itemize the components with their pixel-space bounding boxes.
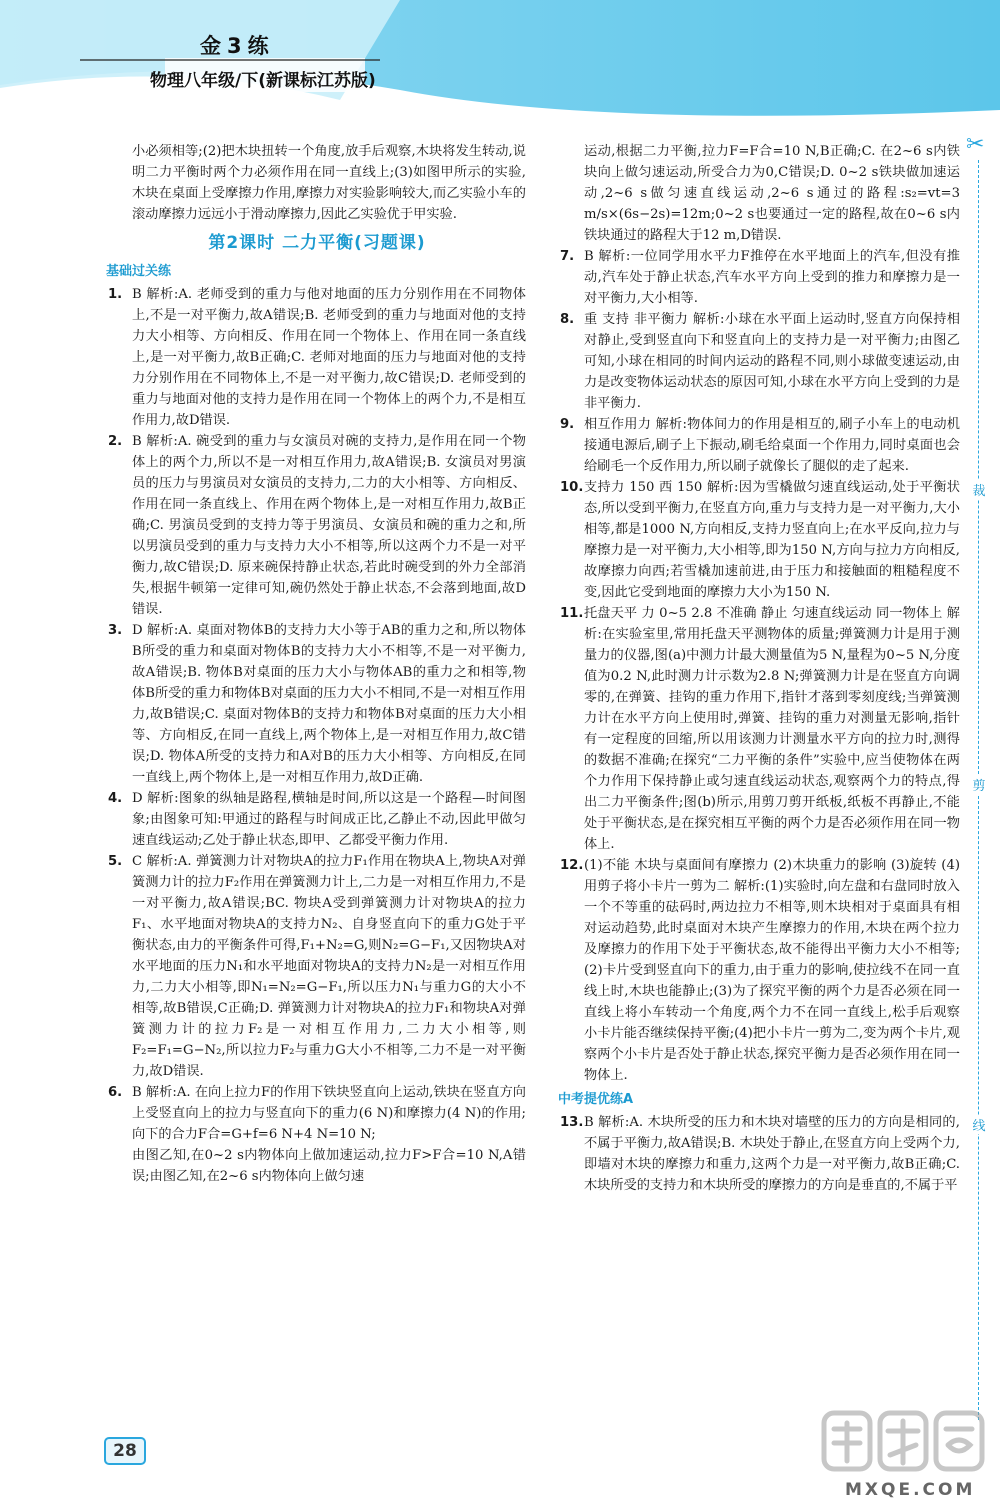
item-text: B 解析:A. 碗受到的重力与女演员对碗的支持力,是作用在同一个物体上的两个力,所以不是一对相互作用力,故A错误;B. 女演员对男演员的压力与男演员对女演员的支持力,二力的大小相等、方向相反、作用在同一条直线上、作用在两个物体上,是一对相互作用力,故B正确;C. 男演员受到的支持力等于男演员、女演员和碗的重力之和,所以男演员受到的重力与支持力大小不相等,所以这两个力不是一对平衡力,故C错误;D. 原来碗保持静止状态,若此时碗受到的外力全部消失,根据牛顿第一定律可知,碗仍然处于静止状态,不会落到地面,故D错误.	[132, 434, 526, 617]
answer-item	[560, 309, 960, 414]
answer-item	[560, 414, 960, 477]
cut-label: 裁	[971, 480, 987, 499]
item-number: 2.	[108, 434, 123, 449]
cut-label: 线	[971, 1115, 987, 1134]
item-text: B 解析:一位同学用水平力F推停在水平地面上的汽车,但没有推动,汽车处于静止状态,汽车水平方向上受到的推力和摩擦力是一对平衡力,大小相等.	[584, 249, 960, 306]
header-banner	[0, 0, 1000, 120]
item-number: 9.	[560, 417, 575, 432]
right-column	[560, 141, 960, 1196]
item-text: B 解析:A. 老师受到的重力与他对地面的压力分别作用在不同物体上,不是一对平衡力,故A错误;B. 老师受到的重力与地面对他的支持力大小相等、方向相反、作用在同一个物体上、作用在同一条直线上,是一对平衡力,故B正确;C. 老师对地面的压力与地面对他的支持力分别作用在不同物体上,不是一对平衡力,故C错误;D. 老师受到的重力与地面对他的支持力是作用在同一个物体上的两个力,不是相互作用力,故D错误.	[132, 287, 526, 428]
item-text: D 解析:A. 桌面对物体B的支持力大小等于AB的重力之和,所以物体B所受的重力和桌面对物体B的支持力大小不相等,不是一对平衡力,故A错误;B. 物体B对桌面的压力大小与物体AB的重力之和相等,物体B所受的重力和物体B对桌面的压力大小不相同,不是一对相互作用力,故B错误;C. 桌面对物体B的支持力和物体B对桌面的压力大小相等、方向相反,在同一直线上,两个物体上,是一对相互作用力,故C错误;D. 物体A所受的支持力和A对B的压力大小相等、方向相反,在同一直线上,两个物体上,是一对相互作用力,故D正确.	[132, 623, 526, 785]
continuation-paragraph: 运动,根据二力平衡,拉力F=F合=10 N,B正确;C. 在2~6 s内铁块向上做匀速运动,所受合力为0,C错误;D. 0~2 s铁块做加速运动,2~6 s做匀速直线运动,2~6 s通过的路程:s₂=vt=3 m/s×(6s−2s)=12m;0~2 s也要通过一定的路程,故在0~6 s内铁块通过的路程大于12 m,D错误.	[584, 144, 960, 243]
item-number: 10.	[560, 480, 584, 495]
item-number: 13.	[560, 1115, 584, 1130]
answer-item	[108, 1082, 526, 1145]
item-text: D 解析:图象的纵轴是路程,横轴是时间,所以这是一个路程—时间图象;由图象可知:甲通过的路程与时间成正比,乙静止不动,因此甲做匀速直线运动;乙处于静止状态,即甲、乙都受平衡力作用.	[132, 791, 526, 848]
item-text: 托盘天平 力 0~5 2.8 不准确 静止 匀速直线运动 同一物体上 解析:在实验室里,常用托盘天平测物体的质量;弹簧测力计是用于测量力的仪器,图(a)中测力计最大测量值为5 N,量程为0~5 N,分度值为0.2 N,此时测力计示数为2.8 N;弹簧测力计是在竖直方向调零的,在弹簧、挂钩的重力作用下,指针才落到零刻度线;当弹簧测力计在水平方向上使用时,弹簧、挂钩的重力对测量无影响,指针有一定程度的回缩,所以用该测力计测量水平方向的拉力时,测得的数据不准确;在探究“二力平衡的条件”实验中,应当使物体在两个力作用下保持静止或匀速直线运动状态,观察两个力的特点,得出二力平衡条件;图(b)所示,用剪刀剪开纸板,纸板不再静止,不能处于平衡状态,是在探究相互平衡的两个力是否必须作用在同一物体上.	[584, 606, 960, 852]
answer-item	[560, 246, 960, 309]
answer-item	[108, 1145, 526, 1187]
item-text: B 解析:A. 在向上拉力F的作用下铁块竖直向上运动,铁块在竖直方向上受竖直向上的拉力与竖直向下的重力(6 N)和摩擦力(4 N)的作用;向下的合力F合=G+f=6 N+4 N=10 N;	[132, 1085, 526, 1142]
answer-item	[560, 855, 960, 1086]
subsection-heading: 中考提优练A	[558, 1092, 634, 1107]
item-number: 4.	[108, 791, 123, 806]
watermark-url: MXQE.COM	[845, 1480, 976, 1500]
section-title: 第2课时 二力平衡(习题课)	[208, 233, 426, 253]
item-number: 6.	[108, 1085, 123, 1100]
answer-item	[108, 851, 526, 1082]
item-text: C 解析:A. 弹簧测力计对物块A的拉力F₁作用在物块A上,物块A对弹簧测力计的拉力F₂作用在弹簧测力计上,二力是一对相互作用力,不是一对平衡力,故A错误;BC. 物块A受到弹簧测力计对物块A的拉力F₁、水平地面对物块A的支持力N₂、自身竖直向下的重力G处于平衡状态,由力的平衡条件可得,F₁+N₂=G,则N₂=G−F₁,又因物块A对水平地面的压力N₁和水平地面对物块A的支持力N₂是一对相互作用力,二力大小相等,即N₁=N₂=G−F₁,所以压力N₁与重力G的大小不相等,故B错误,C正确;D. 弹簧测力计对物块A的拉力F₁和物块A对弹簧测力计的拉力F₂是一对相互作用力,二力大小相等,则F₂=F₁=G−N₂,所以拉力F₂与重力G大小不相等,二力不是一对平衡力,故D错误.	[132, 854, 526, 1079]
item-number: 11.	[560, 606, 584, 621]
book-title: 金3练	[200, 34, 275, 58]
answer-item	[108, 284, 526, 431]
item-number: 12.	[560, 858, 584, 873]
intro-paragraph: 小必须相等;(2)把木块扭转一个角度,放手后观察,木块将发生转动,说明二力平衡时两个力必须作用在同一直线上;(3)如图甲所示的实验,木块在桌面上受摩擦力作用,摩擦力对实验影响较大,而乙实验小车的滚动摩擦力远远小于滑动摩擦力,因此乙实验优于甲实验.	[132, 144, 526, 222]
item-number: 1.	[108, 287, 123, 302]
item-number: 7.	[560, 249, 575, 264]
answer-item	[560, 1112, 960, 1196]
item-number: 5.	[108, 854, 123, 869]
item-text: 重 支持 非平衡力 解析:小球在水平面上运动时,竖直方向保持相对静止,受到竖直向下和竖直向上的支持力是一对平衡力;由图乙可知,小球在相同的时间内运动的路程不同,则小球做变速运动,由力是改变物体运动状态的原因可知,小球在水平方向上受到的力是非平衡力.	[584, 312, 960, 411]
item-text: 支持力 150 西 150 解析:因为雪橇做匀速直线运动,处于平衡状态,所以受到平衡力,在竖直方向,重力与支持力是一对平衡力,大小相等,都是1000 N,方向相反,支持力竖直向上;在水平反向,拉力与摩擦力是一对平衡力,大小相等,即为150 N,方向与拉力方向相反,故摩擦力向西;若雪橇加速前进,由于压力和接触面的粗糙程度不变,因此它受到地面的摩擦力大小为150 N.	[584, 480, 960, 600]
answer-item	[108, 431, 526, 620]
cut-label: 剪	[971, 775, 987, 794]
item-number: 3.	[108, 623, 123, 638]
answer-item	[560, 477, 960, 603]
subsection-heading: 基础过关练	[106, 264, 172, 279]
left-column	[108, 141, 526, 1187]
scissors-icon: ✂	[966, 132, 985, 157]
item-text: 相互作用力 解析:物体间力的作用是相互的,刷子小车上的电动机接通电源后,刷子上下振动,刷毛给桌面一个作用力,同时桌面也会给刷毛一个反作用力,所以刷子就像长了腿似的走了起来.	[584, 417, 960, 474]
page-number: 28	[104, 1437, 146, 1465]
item-text: B 解析:A. 木块所受的压力和木块对墙壁的压力的方向是相同的,不属于平衡力,故A错误;B. 木块处于静止,在竖直方向上受两个力,即墙对木块的摩擦力和重力,这两个力是一对平衡力,故B正确;C. 木块所受的支持力和木块所受的摩擦力的方向是垂直的,不属于平	[584, 1115, 960, 1193]
item-number: 8.	[560, 312, 575, 327]
item-text: 由图乙知,在0~2 s内物体向上做加速运动,拉力F>F合=10 N,A错误;由图乙知,在2~6 s内物体向上做匀速	[132, 1148, 526, 1184]
answer-item	[108, 788, 526, 851]
answer-item	[108, 620, 526, 788]
answer-item	[560, 603, 960, 855]
item-text: (1)不能 木块与桌面间有摩擦力 (2)木块重力的影响 (3)旋转 (4)用剪子将小卡片一剪为二 解析:(1)实验时,向左盘和右盘同时放入一个不等重的砝码时,两边拉力不相等,则木块相对于桌面具有相对运动趋势,此时桌面对木块产生摩擦力的作用,木块在两个拉力及摩擦力的作用下处于平衡状态,故不能得出平衡力大小不相等;(2)卡片受到竖直向下的重力,由于重力的影响,使拉线不在同一直线上时,木块也能静止;(3)为了探究平衡的两个力是否必须在同一直线上将小车转动一个角度,两个力不在同一直线上,松手后观察小卡片能否继续保持平衡;(4)把小卡片一剪为二,变为两个卡片,观察两个小卡片是否处于静止状态,探究平衡力是否必须作用在同一物体上.	[584, 858, 960, 1083]
book-subtitle: 物理八年级/下(新课标江苏版)	[150, 71, 376, 91]
